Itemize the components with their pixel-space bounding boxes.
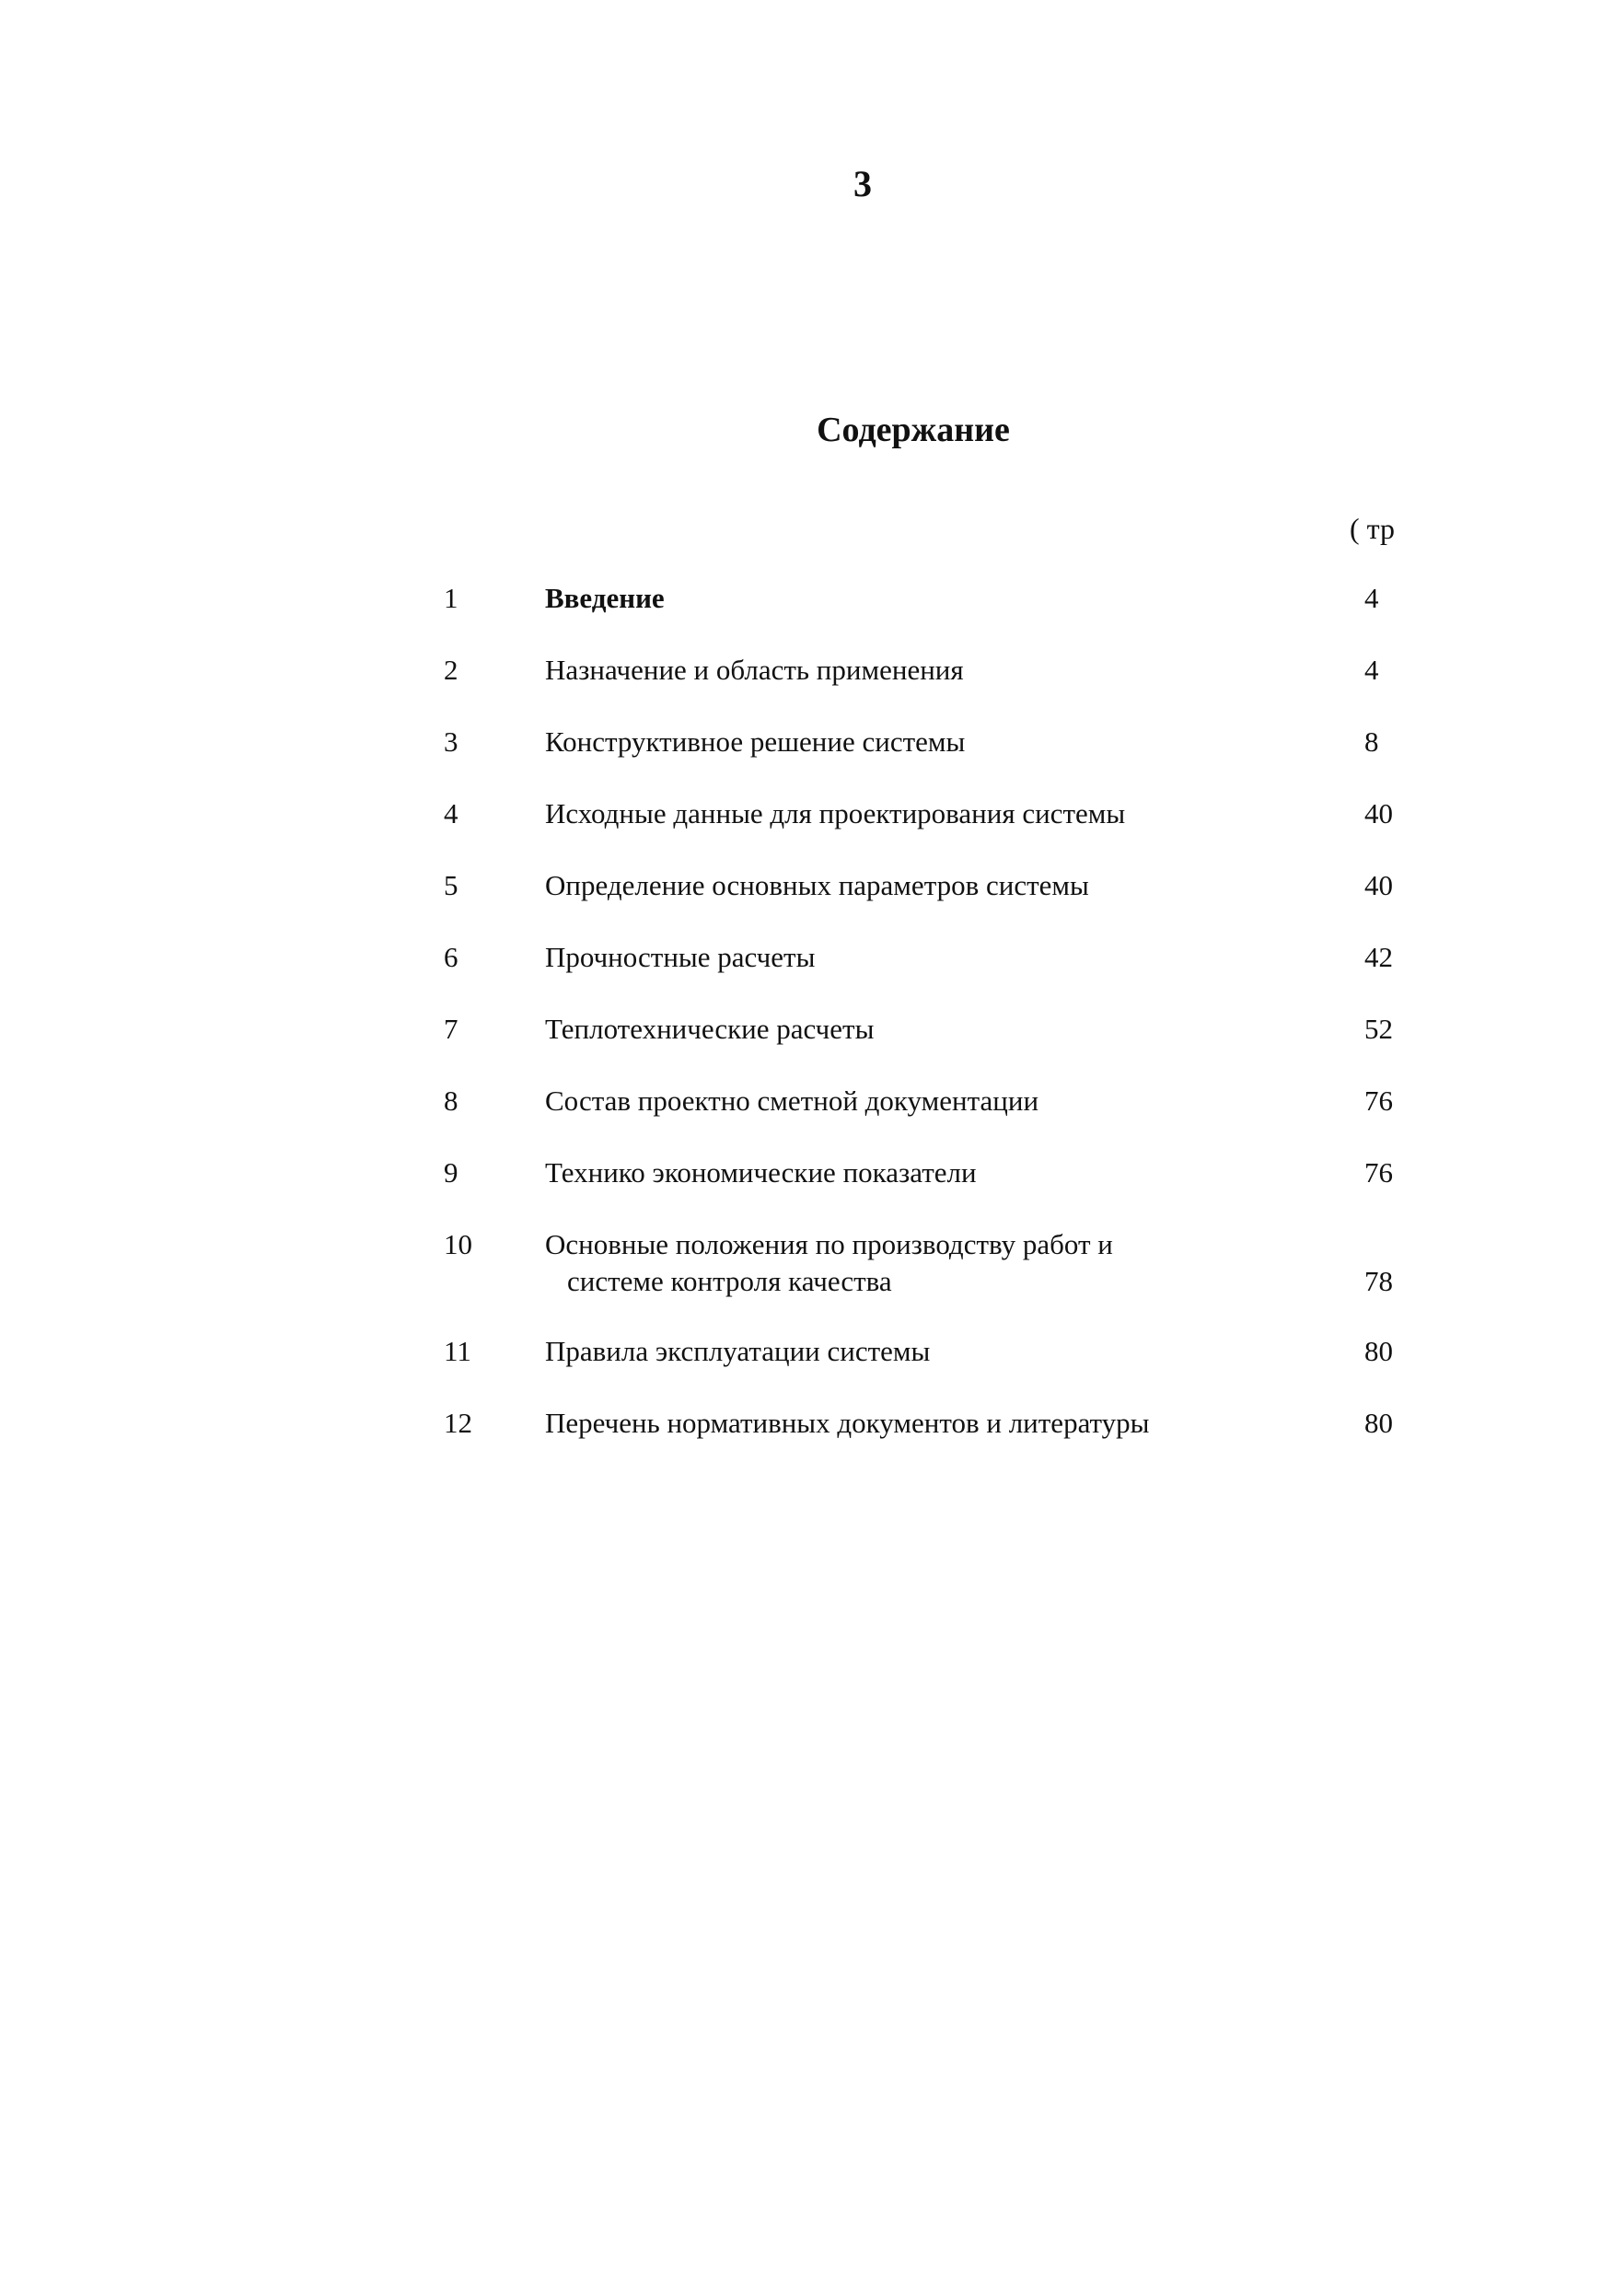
toc-entry-title: Состав проектно сметной документации [545,1085,1039,1117]
toc-entry-title: Теплотехнические расчеты [545,1013,875,1045]
toc-entry-3 [444,724,1438,795]
toc-entry-title: Правила эксплуатации системы [545,1335,931,1367]
toc-entry-page: 76 [1364,1156,1393,1189]
toc-entry-title-line2: системе контроля качества [567,1265,892,1297]
page-title: Содержание [817,411,1010,449]
toc-entry-page: 40 [1364,869,1393,901]
toc-entry-12 [444,1405,1438,1477]
toc-entry-4 [444,795,1438,867]
toc-entry-7 [444,1011,1438,1083]
table-of-contents [444,580,1438,1477]
toc-entry-number: 11 [444,1335,471,1367]
toc-entry-title: Технико экономические показатели [545,1156,977,1189]
toc-entry-page: 4 [1364,654,1379,686]
page-column-header: ( тр [1350,512,1396,545]
toc-entry-title: Определение основных параметров системы [545,869,1089,901]
toc-entry-number: 4 [444,797,458,829]
toc-entry-number: 1 [444,582,458,614]
toc-entry-page: 40 [1364,797,1393,829]
toc-entry-11 [444,1333,1438,1405]
page-number: 3 [853,163,872,204]
toc-entry-9 [444,1154,1438,1226]
toc-entry-page: 4 [1364,582,1379,614]
toc-entry-title-line1: Основные положения по производству работ и [545,1228,1113,1260]
toc-entry-6 [444,939,1438,1011]
toc-entry-page: 80 [1364,1335,1393,1367]
toc-entry-title: Введение [545,582,665,614]
toc-entry-page: 52 [1364,1013,1393,1045]
toc-entry-page: 78 [1364,1265,1393,1297]
toc-entry-number: 5 [444,869,458,901]
toc-entry-title: Конструктивное решение системы [545,725,966,758]
toc-entry-number: 8 [444,1085,458,1117]
toc-entry-number: 2 [444,654,458,686]
toc-entry-8 [444,1083,1438,1154]
toc-entry-number: 9 [444,1156,458,1189]
toc-entry-page: 80 [1364,1407,1393,1439]
toc-entry-title: Исходные данные для проектирования системы [545,797,1126,829]
toc-entry-number: 3 [444,725,458,758]
toc-entry-page: 8 [1364,725,1379,758]
toc-entry-title [545,1226,1300,1300]
toc-entry-5 [444,867,1438,939]
toc-entry-page: 42 [1364,941,1393,973]
toc-entry-title: Перечень нормативных документов и литературы [545,1407,1150,1439]
toc-entry-title: Назначение и область применения [545,654,964,686]
toc-entry-number: 7 [444,1013,458,1045]
toc-entry-number: 6 [444,941,458,973]
toc-entry-title: Прочностные расчеты [545,941,816,973]
toc-entry-2 [444,652,1438,724]
toc-entry-1 [444,580,1438,652]
toc-entry-10 [444,1226,1438,1333]
toc-entry-number: 12 [444,1407,472,1439]
toc-entry-page: 76 [1364,1085,1393,1117]
toc-entry-number: 10 [444,1228,472,1260]
